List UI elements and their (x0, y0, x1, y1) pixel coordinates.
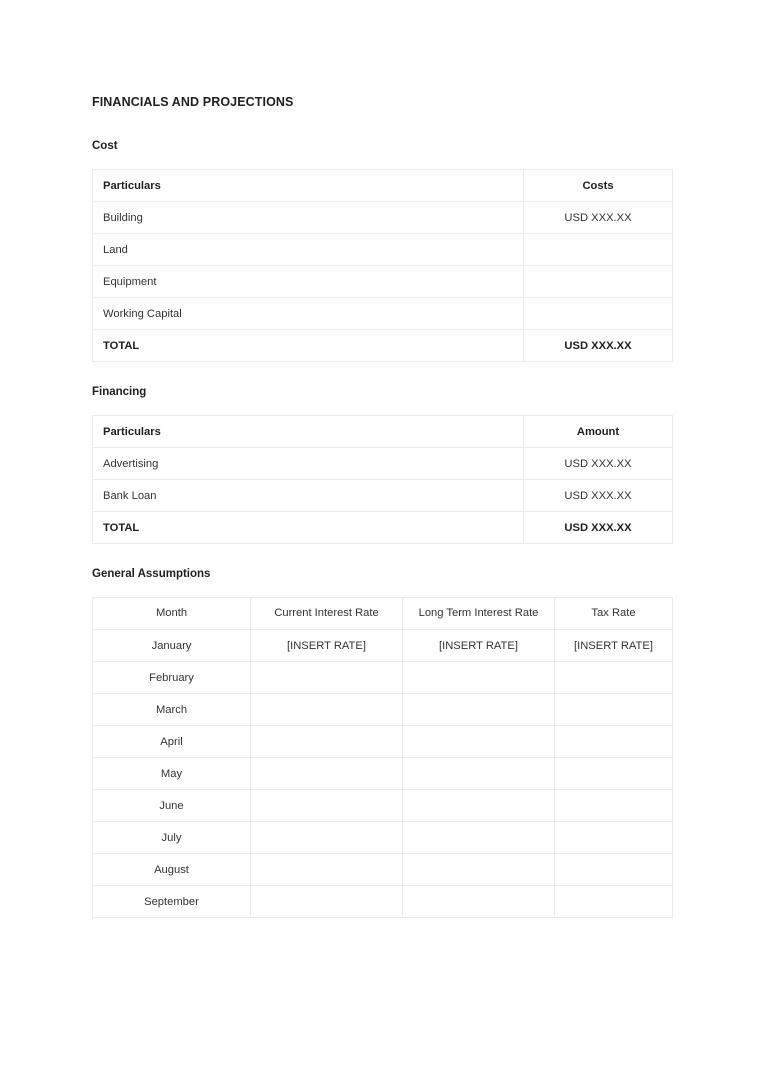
cell-particular: Equipment (93, 266, 524, 298)
table-total-row (93, 330, 673, 362)
cell-tax-rate[interactable] (555, 694, 673, 726)
cell-total-label: TOTAL (93, 330, 524, 362)
cell-long-term-interest-rate[interactable] (403, 662, 555, 694)
cell-current-interest-rate[interactable] (251, 822, 403, 854)
cell-tax-rate[interactable]: [INSERT RATE] (555, 630, 673, 662)
cell-month: February (93, 662, 251, 694)
section-heading-general-assumptions: General Assumptions (92, 568, 211, 580)
table-total-row (93, 512, 673, 544)
cell-current-interest-rate[interactable] (251, 886, 403, 918)
cell-current-interest-rate[interactable] (251, 662, 403, 694)
cell-long-term-interest-rate[interactable] (403, 822, 555, 854)
cell-long-term-interest-rate[interactable] (403, 726, 555, 758)
table-row (93, 822, 673, 854)
cell-long-term-interest-rate[interactable] (403, 758, 555, 790)
cell-current-interest-rate[interactable] (251, 854, 403, 886)
section-heading-cost: Cost (92, 140, 118, 152)
table-row (93, 854, 673, 886)
cell-current-interest-rate[interactable] (251, 758, 403, 790)
cell-particular: Building (93, 202, 524, 234)
cell-month: August (93, 854, 251, 886)
cell-cost[interactable] (524, 298, 673, 330)
general-assumptions-table (92, 597, 673, 918)
column-header-month: Month (93, 598, 251, 630)
table-row (93, 886, 673, 918)
column-header-tax-rate: Tax Rate (555, 598, 673, 630)
cell-month: June (93, 790, 251, 822)
section-heading-financing: Financing (92, 386, 147, 398)
cell-long-term-interest-rate[interactable] (403, 854, 555, 886)
table-row (93, 202, 673, 234)
cell-tax-rate[interactable] (555, 790, 673, 822)
cell-month: May (93, 758, 251, 790)
cell-tax-rate[interactable] (555, 886, 673, 918)
column-header-current-interest-rate: Current Interest Rate (251, 598, 403, 630)
cell-month: March (93, 694, 251, 726)
cell-particular: Land (93, 234, 524, 266)
column-header-amount: Amount (524, 416, 673, 448)
cell-long-term-interest-rate[interactable] (403, 694, 555, 726)
cell-tax-rate[interactable] (555, 854, 673, 886)
cell-month: April (93, 726, 251, 758)
table-header-row (93, 170, 673, 202)
cell-long-term-interest-rate[interactable] (403, 790, 555, 822)
cell-tax-rate[interactable] (555, 822, 673, 854)
column-header-particulars: Particulars (93, 416, 524, 448)
table-row (93, 726, 673, 758)
column-header-long-term-interest-rate: Long Term Interest Rate (403, 598, 555, 630)
cell-current-interest-rate[interactable]: [INSERT RATE] (251, 630, 403, 662)
cell-cost[interactable]: USD XXX.XX (524, 202, 673, 234)
table-row (93, 662, 673, 694)
cell-tax-rate[interactable] (555, 726, 673, 758)
table-row (93, 758, 673, 790)
cell-cost[interactable] (524, 266, 673, 298)
cell-amount[interactable]: USD XXX.XX (524, 448, 673, 480)
cell-current-interest-rate[interactable] (251, 726, 403, 758)
cell-particular: Advertising (93, 448, 524, 480)
cell-particular: Working Capital (93, 298, 524, 330)
cell-long-term-interest-rate[interactable]: [INSERT RATE] (403, 630, 555, 662)
cell-month: September (93, 886, 251, 918)
cost-table (92, 169, 673, 362)
financing-table (92, 415, 673, 544)
table-row (93, 448, 673, 480)
cell-total-value[interactable]: USD XXX.XX (524, 512, 673, 544)
table-row (93, 266, 673, 298)
column-header-costs: Costs (524, 170, 673, 202)
cell-current-interest-rate[interactable] (251, 790, 403, 822)
table-row (93, 480, 673, 512)
table-row (93, 790, 673, 822)
cell-amount[interactable]: USD XXX.XX (524, 480, 673, 512)
table-row (93, 694, 673, 726)
page-title: FINANCIALS AND PROJECTIONS (92, 95, 294, 109)
cell-particular: Bank Loan (93, 480, 524, 512)
table-header-row (93, 416, 673, 448)
cell-long-term-interest-rate[interactable] (403, 886, 555, 918)
cell-month: July (93, 822, 251, 854)
table-row (93, 630, 673, 662)
cell-tax-rate[interactable] (555, 662, 673, 694)
table-row (93, 298, 673, 330)
column-header-particulars: Particulars (93, 170, 524, 202)
cell-cost[interactable] (524, 234, 673, 266)
cell-month: January (93, 630, 251, 662)
table-row (93, 234, 673, 266)
cell-total-label: TOTAL (93, 512, 524, 544)
cell-current-interest-rate[interactable] (251, 694, 403, 726)
cell-total-value[interactable]: USD XXX.XX (524, 330, 673, 362)
table-header-row (93, 598, 673, 630)
cell-tax-rate[interactable] (555, 758, 673, 790)
